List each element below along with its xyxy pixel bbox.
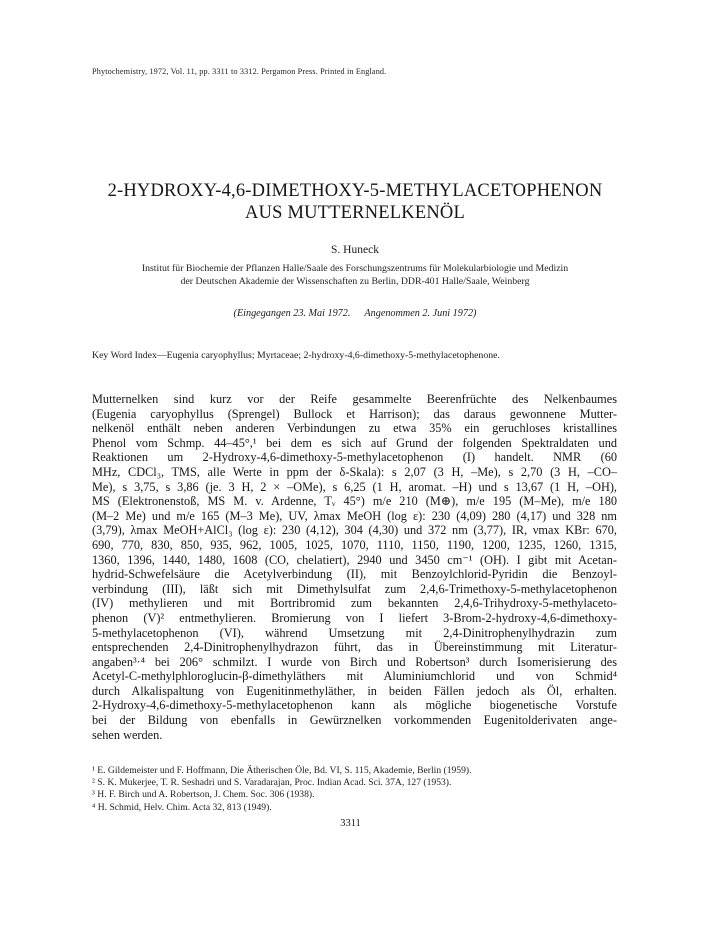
footnote: ¹ E. Gildemeister und F. Hoffmann, Die Ätherischen Öle, Bd. VI, S. 115, Akademie, Berlin (1959).	[92, 765, 472, 776]
body-line: 2-Hydroxy-4,6-dimethoxy-5-methylacetophenon kann als mögliche biogenetische Vorstufe	[92, 698, 617, 713]
body-line: (Eugenia caryophyllus (Sprengel) Bullock et Harrison); das daraus gewonnene Mutter-	[92, 406, 617, 421]
received-date: (Eingegangen 23. Mai 1972.	[233, 308, 351, 319]
body-line: hydrid-Schwefelsäure die Acetylverbindung (II), mit Benzoylchlorid-Pyridin die Benzoyl-	[92, 567, 617, 582]
body-line: Acetyl-C-methylphloroglucin-β-dimethyläthers mit Aluminiumchlorid und von Schmid⁴	[92, 669, 617, 684]
body-line: (IV) methylieren und mit Bortribromid zum bekannten 2,4,6-Trihydroxy-5-methylaceto-	[92, 596, 617, 611]
keyword-label: Key Word Index	[92, 350, 157, 361]
body-line: MHz, CDCl₃, TMS, alle Werte in ppm der δ-Skala): s 2,07 (3 H, –Me), s 2,70 (3 H, –CO–	[92, 464, 617, 479]
body-line: Reaktionen um 2-Hydroxy-4,6-dimethoxy-5-methylacetophenon (I) handelt. NMR (60	[92, 450, 617, 465]
body-line: 5-methylacetophenon (VI), während Umsetzung mit 2,4-Dinitrophenylhydrazin zum	[92, 625, 617, 640]
body-line: bei der Bildung von ebenfalls in Gewürznelken vorkommenden Eugenitolderivaten ange-	[92, 713, 617, 728]
author: S. Huneck	[331, 244, 379, 256]
body-line: entsprechenden 2,4-Dinitrophenylhydrazon führt, das in Übereinstimmung mit Literatur-	[92, 640, 617, 655]
body-line: 1360, 1396, 1440, 1480, 1608 (CO, chelatiert), 2940 und 3450 cm⁻¹ (OH). I gibt mit Acetan-	[92, 552, 617, 567]
keyword-index	[92, 350, 500, 361]
body-line: (3,79), λmax MeOH+AlCl₃ (log ε): 230 (4,12), 304 (4,30) und 372 nm (3,77), IR, νmax KBr: 670,	[92, 523, 617, 538]
body-line: nelkenöl enthält neben anderen Verbindungen zu etwa 35% ein geruchloses kristallines	[92, 421, 617, 436]
footnote: ² S. K. Mukerjee, T. R. Seshadri und S. Varadarajan, Proc. Indian Acad. Sci. 37A, 127 (1953).	[92, 777, 452, 789]
page-number: 3311	[340, 818, 361, 829]
footnotes	[92, 765, 472, 814]
affiliation-line-1: Institut für Biochemie der Pflanzen Halle/Saale des Forschungszentrums für Molekularbiologie und Medizin	[141, 263, 569, 274]
accepted-date: Angenommen 2. Juni 1972)	[364, 308, 477, 319]
footnote: ³ H. F. Birch und A. Robertson, J. Chem. Soc. 306 (1938).	[92, 789, 315, 801]
body-line: verbindung (III), läßt sich mit Dimethylsulfat zum 2,4,6-Trimethoxy-5-methylacetophenon	[92, 581, 617, 596]
body-line: angaben³·⁴ bei 206° schmilzt. I wurde von Birch und Robertson³ durch Isomerisierung des	[92, 654, 617, 669]
keyword-text: —Eugenia caryophyllus; Myrtaceae; 2-hydroxy-4,6-dimethoxy-5-methylacetophenone.	[156, 350, 500, 361]
body-line: 690, 770, 830, 850, 935, 962, 1005, 1025, 1070, 1110, 1150, 1190, 1200, 1235, 1260, 1315,	[92, 537, 617, 552]
body-line: MS (Elektronenstoß, MS M. v. Ardenne, Tᵥ 45°) m/e 210 (M⊕), m/e 195 (M–Me), m/e 180	[92, 494, 617, 509]
body-line: (M–2 Me) und m/e 165 (M–3 Me), UV, λmax MeOH (log ε): 230 (4,09) 280 (4,17) und 328 nm	[92, 508, 617, 523]
body-line: sehen werden.	[92, 727, 163, 742]
body-line: Mutternelken sind kurz vor der Reife gesammelte Beerenfrüchte des Nelkenbaumes	[92, 392, 617, 406]
affiliation-line-2: der Deutschen Akademie der Wissenschaften zu Berlin, DDR-401 Halle/Saale, Weinberg	[180, 276, 530, 287]
body-line: phenon (V)² entmethylieren. Bromierung von I liefert 3-Brom-2-hydroxy-4,6-dimethoxy-	[92, 610, 617, 625]
article-title	[60, 180, 650, 224]
body-line: durch Alkalispaltung von Eugenitinmethyläther, in beiden Fällen jedoch als Öl, erhalten.	[92, 683, 617, 698]
body-line: Me), s 3,75, s 3,86 (je. 3 H, 2 × –OMe), s 6,25 (1 H, aromat. –H) und s 13,67 (1 H, –OH),	[92, 479, 617, 494]
title-line-2: AUS MUTTERNELKENÖL	[245, 203, 465, 223]
footnote: ⁴ H. Schmid, Helv. Chim. Acta 32, 813 (1949).	[92, 801, 272, 813]
affiliation	[60, 262, 650, 288]
running-head: Phytochemistry, 1972, Vol. 11, pp. 3311 to 3312. Pergamon Press. Printed in England.	[92, 67, 387, 76]
body-text	[92, 392, 617, 742]
body-line: Phenol vom Schmp. 44–45°,¹ bei dem es sich auf Grund der folgenden Spektraldaten und	[92, 435, 617, 450]
submission-dates	[60, 308, 650, 319]
title-line-1: 2-HYDROXY-4,6-DIMETHOXY-5-METHYLACETOPHENON	[107, 181, 603, 201]
